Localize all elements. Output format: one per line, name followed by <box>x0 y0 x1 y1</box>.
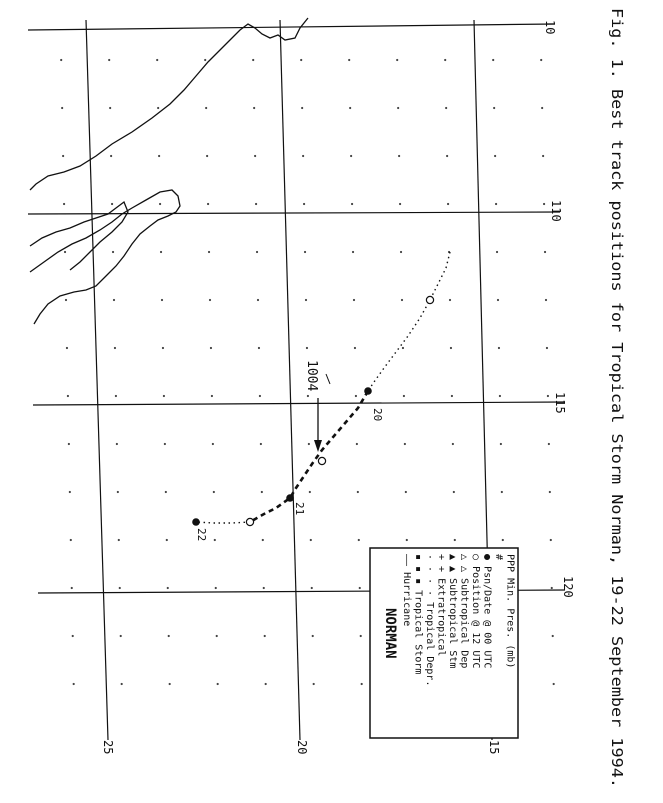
grid-dot <box>542 155 544 157</box>
legend-item-label: Psn/Date @ 00 UTC <box>481 566 493 669</box>
grid-dot <box>208 251 210 253</box>
legend-item <box>505 554 516 668</box>
grid-dot <box>452 443 454 445</box>
grid-dot <box>256 251 258 253</box>
coastline-baja-inner <box>30 202 128 270</box>
grid-dot <box>310 539 312 541</box>
legend-item-label: Min. Pres. (mb) <box>504 578 516 669</box>
grid-dot <box>301 107 303 109</box>
grid-dot <box>396 59 398 61</box>
grid-dot <box>254 155 256 157</box>
grid-dot <box>120 635 122 637</box>
coastline-baja-outer <box>30 190 180 324</box>
grid-dot <box>397 107 399 109</box>
grid-dot <box>261 491 263 493</box>
grid-dot <box>399 203 401 205</box>
grid-dot <box>349 107 351 109</box>
track-tropical-storm <box>250 391 368 522</box>
grid-dot <box>303 203 305 205</box>
legend-item-label: Extratropical <box>435 578 447 657</box>
grid-dot <box>541 107 543 109</box>
legend <box>370 548 518 738</box>
grid-dot <box>540 59 542 61</box>
grid-dot <box>549 491 551 493</box>
grid-dot <box>108 59 110 61</box>
grid-dot <box>312 635 314 637</box>
legend-item <box>436 554 447 656</box>
grid-dot <box>115 395 117 397</box>
grid-dot <box>264 635 266 637</box>
legend-item <box>482 554 493 668</box>
legend-item-symbol: PPP <box>504 554 516 579</box>
grid-dot <box>552 635 554 637</box>
grid-dot <box>550 539 552 541</box>
grid-dot <box>207 203 209 205</box>
grid-dot <box>357 491 359 493</box>
grid-dot <box>165 491 167 493</box>
grid-dot <box>453 491 455 493</box>
grid-dot <box>112 251 114 253</box>
grid-dot <box>498 347 500 349</box>
grid-dot <box>72 635 74 637</box>
grid-dot <box>263 587 265 589</box>
grid-dot <box>68 443 70 445</box>
lon-line-115 <box>33 402 565 405</box>
grid-dot <box>360 635 362 637</box>
grid-dot <box>258 347 260 349</box>
pressure-annotation: 1004 <box>304 360 319 392</box>
grid-dot <box>553 683 555 685</box>
grid-dot <box>305 299 307 301</box>
grid-dot <box>313 683 315 685</box>
grid-dot <box>214 539 216 541</box>
lon-label-115: 115 <box>553 392 567 414</box>
grid-dot <box>156 59 158 61</box>
position-12utc-19 <box>426 296 433 303</box>
grid-dot <box>205 107 207 109</box>
grid-dot <box>548 443 550 445</box>
legend-item <box>447 554 458 668</box>
grid-dot <box>117 491 119 493</box>
grid-dot <box>546 347 548 349</box>
grid-dot <box>252 59 254 61</box>
grid-dot <box>406 539 408 541</box>
grid-dot <box>401 299 403 301</box>
legend-item-symbol: △ △ <box>458 554 470 579</box>
grid-dot <box>163 395 165 397</box>
grid-dot <box>113 299 115 301</box>
grid-dot <box>262 539 264 541</box>
grid-dot <box>405 491 407 493</box>
grid-dot <box>211 395 213 397</box>
grid-dot <box>547 395 549 397</box>
grid-dot <box>500 443 502 445</box>
legend-item-label: Tropical Depr. <box>424 602 435 687</box>
grid-dot <box>164 443 166 445</box>
grid-dot <box>216 635 218 637</box>
grid-dot <box>348 59 350 61</box>
grid-dot <box>402 347 404 349</box>
grid-dot <box>454 539 456 541</box>
grid-dot <box>451 395 453 397</box>
lat-label-15: 15 <box>487 740 501 755</box>
legend-item-symbol: + + <box>435 554 447 579</box>
grid-dot <box>161 299 163 301</box>
grid-dot <box>311 587 313 589</box>
pressure-annotation-tick <box>326 374 330 384</box>
grid-dot <box>114 347 116 349</box>
grid-dot <box>118 539 120 541</box>
grid-dot <box>353 299 355 301</box>
legend-item-symbol: # <box>493 554 504 561</box>
grid-dot <box>158 155 160 157</box>
position-12utc-20 <box>318 457 325 464</box>
grid-dot <box>62 155 64 157</box>
grid-dot <box>351 203 353 205</box>
grid-dot <box>69 491 71 493</box>
grid-dot <box>65 299 67 301</box>
legend-title: NORMAN <box>382 608 398 659</box>
grid-dot <box>111 203 113 205</box>
grid-dot <box>206 155 208 157</box>
storm-track <box>196 252 450 523</box>
coastline <box>30 18 308 324</box>
coastline-north <box>30 18 308 190</box>
grid-dot <box>495 203 497 205</box>
grid-dot <box>70 539 72 541</box>
lon-label-120: 120 <box>561 576 575 598</box>
grid-dot <box>159 203 161 205</box>
grid-dot <box>496 251 498 253</box>
lat-label-25: 25 <box>101 740 115 755</box>
grid-dot <box>492 59 494 61</box>
track-tropical-depression-late <box>196 522 250 523</box>
legend-item-label: Position @ 12 UTC <box>470 566 481 669</box>
grid-dot <box>544 251 546 253</box>
grid-dot <box>551 587 553 589</box>
grid-dot <box>304 251 306 253</box>
grid-dot <box>167 587 169 589</box>
grid-dot <box>446 155 448 157</box>
grid-dot <box>63 203 65 205</box>
legend-item-label: Subtropical Stm <box>447 578 458 669</box>
grid-dot <box>71 587 73 589</box>
grid-dot <box>213 491 215 493</box>
track-tropical-depression-early <box>368 252 450 391</box>
grid-dot <box>358 539 360 541</box>
grid-dot <box>119 587 121 589</box>
legend-item <box>470 554 481 668</box>
grid-dot <box>215 587 217 589</box>
grid-dot <box>497 299 499 301</box>
date-label-22: 22 <box>195 528 208 542</box>
legend-item <box>401 554 412 626</box>
lon-label-110: 110 <box>549 200 563 222</box>
grid-dot <box>356 443 358 445</box>
grid-dot <box>210 347 212 349</box>
grid-dot <box>300 59 302 61</box>
legend-item-symbol: ▪ ▪ ▪ <box>412 554 424 591</box>
grid-dot <box>66 347 68 349</box>
grid-dot <box>64 251 66 253</box>
grid-dot <box>361 683 363 685</box>
grid-dot <box>502 539 504 541</box>
grid-dot <box>350 155 352 157</box>
grid-dot <box>302 155 304 157</box>
grid-dot <box>400 251 402 253</box>
position-00utc-22 <box>192 518 200 526</box>
legend-item-label: Subtropical Dep <box>458 578 470 669</box>
grid-dot <box>169 683 171 685</box>
grid-dot <box>359 587 361 589</box>
grid-dot <box>259 395 261 397</box>
grid-dot <box>355 395 357 397</box>
grid-dot <box>209 299 211 301</box>
lon-line-105 <box>28 24 555 30</box>
date-label-21: 21 <box>293 502 306 516</box>
grid-dot <box>493 107 495 109</box>
grid-dot <box>157 107 159 109</box>
grid-dot <box>160 251 162 253</box>
grid-dot <box>449 299 451 301</box>
grid-dot <box>543 203 545 205</box>
lat-line-25 <box>86 20 108 740</box>
grid-dot <box>308 443 310 445</box>
legend-item <box>424 554 435 686</box>
grid-dot <box>253 107 255 109</box>
grid-dot <box>403 395 405 397</box>
grid-dot <box>444 59 446 61</box>
track-markers <box>192 296 433 525</box>
legend-item-symbol: ▲ ▲ <box>447 554 458 579</box>
grid-dot <box>162 347 164 349</box>
grid-dot <box>445 107 447 109</box>
legend-item-symbol: ○ <box>470 554 481 567</box>
grid-dot <box>217 683 219 685</box>
grid-dot <box>545 299 547 301</box>
grid-dot <box>204 59 206 61</box>
grid-dot <box>352 251 354 253</box>
grid-dot <box>73 683 75 685</box>
grid-dot <box>501 491 503 493</box>
grid-dot <box>168 635 170 637</box>
legend-item <box>413 554 424 674</box>
legend-item-label: Tropical Storm <box>412 590 424 675</box>
legend-item-symbol: · · · · <box>424 554 435 603</box>
date-label-20: 20 <box>371 408 384 422</box>
grid-dot <box>110 155 112 157</box>
grid-dot <box>499 395 501 397</box>
grid-dot <box>265 683 267 685</box>
grid-dot <box>494 155 496 157</box>
grid-dot <box>61 107 63 109</box>
grid-dot <box>166 539 168 541</box>
figure-caption: Fig. 1. Best track positions for Tropical Storm Norman, 19-22 September 1994. <box>608 8 626 704</box>
legend-item-symbol: —— <box>401 554 412 573</box>
grid-dot <box>404 443 406 445</box>
grid-dot <box>309 491 311 493</box>
grid-dot <box>67 395 69 397</box>
legend-item-symbol: ● <box>481 554 493 567</box>
grid-dot <box>121 683 123 685</box>
position-12utc-21 <box>246 518 253 525</box>
legend-item-label: Hurricane <box>401 572 412 627</box>
position-00utc-20 <box>364 387 372 395</box>
lon-label-top: 10 <box>543 20 557 35</box>
legend-item <box>459 554 470 668</box>
grid-dot <box>354 347 356 349</box>
legend-item <box>493 554 504 560</box>
grid-dot <box>447 203 449 205</box>
grid-dot <box>255 203 257 205</box>
grid-dot <box>398 155 400 157</box>
grid-dot <box>450 347 452 349</box>
position-00utc-21 <box>286 494 294 502</box>
grid-dot <box>116 443 118 445</box>
grid-dot <box>60 59 62 61</box>
lat-line-20 <box>280 20 300 740</box>
grid-dot <box>212 443 214 445</box>
grid-dot <box>307 395 309 397</box>
grid-dot <box>257 299 259 301</box>
grid-dot <box>109 107 111 109</box>
lat-label-20: 20 <box>295 740 309 755</box>
grid-dot <box>306 347 308 349</box>
grid-dot <box>260 443 262 445</box>
